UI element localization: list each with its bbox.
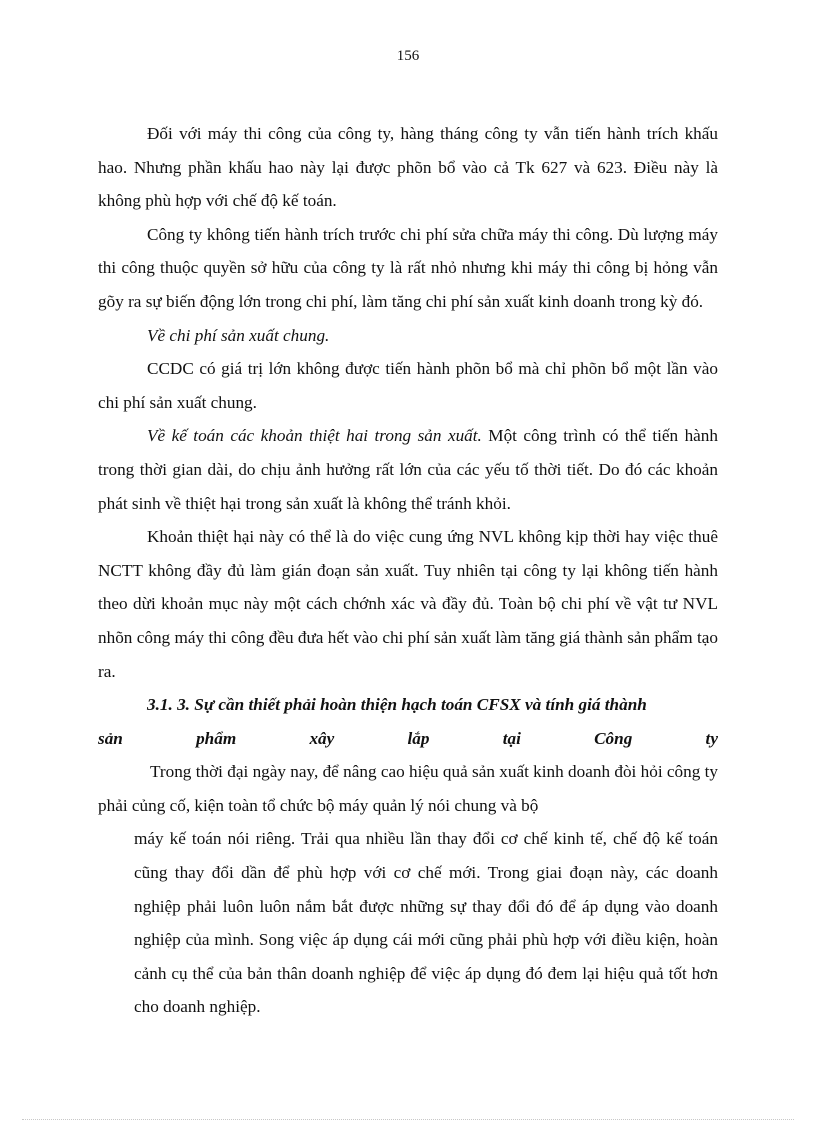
paragraph-repair-costs: Công ty không tiến hành trích trước chi phí sửa chữa máy thi công. Dù lượng máy thi công thuộc quyền sở hữu của công ty là rất nhỏ nhưng khi máy thi công bị hỏng vẫn gõy ra sự biến động lớn trong chi phí, làm tăng chi phí sản xuất kinh doanh trong kỳ đó. (98, 224, 718, 311)
heading-word: Công (594, 728, 633, 748)
heading-word: ty (705, 728, 718, 748)
paragraph-depreciation: Đối với máy thi công của công ty, hàng tháng công ty vẫn tiến hành trích khấu hao. Nhưng phần khấu hao này lại được phõn bổ vào cả Tk 627 và 623. Điều này là không phù hợp với chế độ kế toán. (98, 124, 718, 211)
heading-word: lắp (407, 728, 430, 748)
paragraph-ccdc: CCDC có giá trị lớn không được tiến hành phõn bổ mà chỉ phõn bổ một lần vào chi phí sản xuất chung. (98, 359, 718, 412)
paragraph-necessity-intro: Trong thời đại ngày nay, để nâng cao hiệu quả sản xuất kinh doanh đòi hỏi công ty phải củng cố, kiện toàn tổ chức bộ máy quản lý nói chung và bộ (98, 762, 718, 815)
paragraph-necessity-body: máy kế toán nói riêng. Trải qua nhiều lần thay đổi cơ chế kinh tế, chế độ kế toán cũng thay đổi dần để phù hợp với cơ chế mới. Trong giai đoạn này, các doanh nghiệp phải luôn luôn nắm bắt được những sự thay đổi đó để áp dụng vào doanh nghiệp của mình. Song việc áp dụng cái mới cũng phải phù hợp với điều kiện, hoàn cảnh cụ thể của bản thân doanh nghiệp để việc áp dụng đó đem lại hiệu quả tốt hơn cho doanh nghiệp. (134, 829, 718, 1017)
heading-word: phẩm (196, 728, 237, 748)
losses-lead-in: Về kế toán các khoản thiệt hai trong sản xuất. (147, 426, 482, 446)
page-number: 156 (396, 48, 420, 64)
page-bottom-rule (22, 1119, 794, 1120)
paragraph-losses-detail: Khoản thiệt hại này có thể là do việc cung ứng NVL không kịp thời hay việc thuê NCTT không đầy đủ làm gián đoạn sản xuất. Tuy nhiên tại công ty lại không tiến hành theo dừi khoản mục này một cách chớnh xác và đầy đủ. Toàn bộ chi phí về vật tư NVL nhõn công máy thi công đều đưa hết vào chi phí sản xuất làm tăng giá thành sản phẩm tạo ra. (98, 527, 718, 681)
section-heading (98, 688, 718, 755)
heading-word: tại (502, 728, 521, 748)
paragraph-production-losses (98, 419, 718, 520)
heading-word: xây (309, 728, 335, 748)
heading-word: sản (98, 728, 123, 748)
section-heading-line1: 3.1. 3. Sự cần thiết phải hoàn thiện hạch toán CFSX và tính giá thành (147, 695, 647, 715)
document-body (98, 117, 718, 1024)
losses-body: Một công trình có thể tiến hành trong thời gian dài, do chịu ảnh hưởng rất lớn của các yếu tố thời tiết. Do đó các khoản phát sinh về thiệt hại trong sản xuất là không thể tránh khỏi. (98, 426, 718, 513)
paragraph-overhead-heading: Về chi phí sản xuất chung. (147, 325, 330, 345)
section-heading-line2 (98, 722, 718, 756)
